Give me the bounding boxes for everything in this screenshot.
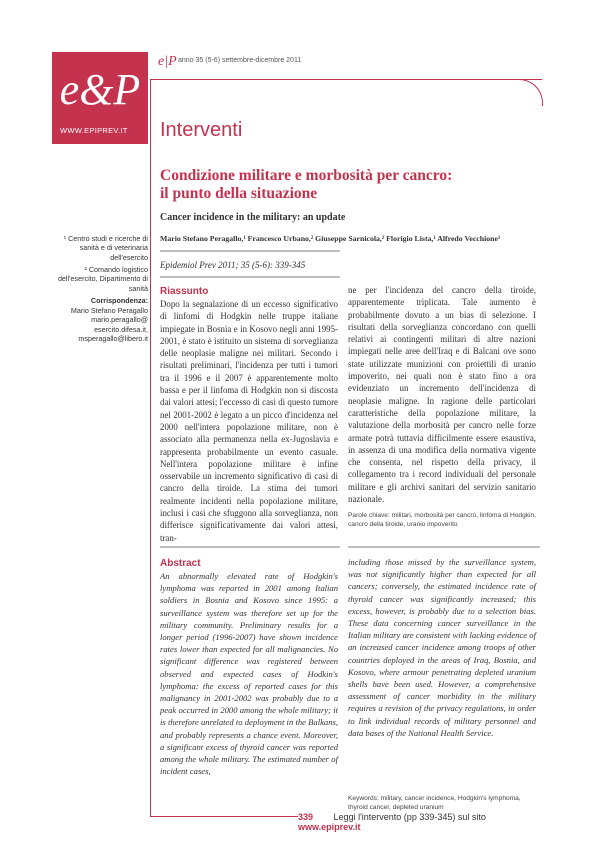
page-number: 339 [298,812,314,822]
logo-text: e&P [59,65,141,114]
issue-info: anno 35 (5-6) settembre-dicembre 2011 [178,57,302,64]
affiliation-1: ¹ Centro studi e ricerche di sanità e di veterinaria dell'esercito [63,234,148,262]
title-line-1: Condizione militare e morbosità per cancro: [160,167,453,184]
rule [160,276,340,278]
frame-corner [516,79,543,106]
small-journal-logo: e|P [158,54,177,69]
title-line-2: il punto della situazione [160,185,318,202]
article-title [160,167,540,203]
citation: Epidemiol Prev 2011; 35 (5-6): 339-345 [160,260,306,270]
frame-top-border [150,79,542,80]
riassunto-column-right: ne per l'incidenza del cancro della tiroide, apparentemente triplicata. Tale aumento è probabilmente dovuto a un bias di selezione. I risultati della sorveglianza concordano con quelli relativi ai contingenti militari di altre nazioni impiegati nelle aree dell'Iraq e di Balcani ove sono state utilizzate munizioni con proiettili di uranio impoverito, nei quali non è stato fino a ora evidenziato un incremento dell'incidenza di neoplasie maligne. In ragione delle particolari caratteristiche della popolazione militare, la valutazione della morbosità per cancro nelle forze armate potrà tuttavia difficilmente essere esaustiva, in assenza di una modifica della normativa vigente che consenta, nel rispetto della privacy, il collegamento tra i record individuali del personale militare e gli archivi sanitari del servizio sanitario nazionale. [348,285,536,505]
footer-text: Leggi l'intervento (pp 339-345) sul sito [333,812,486,822]
riassunto-column-left: Dopo la segnalazione di un eccesso significativo di linfomi di Hodgkin nelle truppe italiane impiegate in Bosnia e in Kosovo negli anni 1995-2001, è stato è istituito un sistema di sorveglianza delle neoplasie maligne nei militari. Secondo i risultati preliminari, l'incidenza per tutti i tumori tra il 1996 e il 2007 è apparentemente molto bassa e per il linfoma di Hodgkin non si discosta dai valori attesi; l'eccesso di casi di questo tumore nel 2001-2002 è legato a un picco d'incidenza nel 2000 nell'intera popolazione militare, non è associato alla permanenza nella ex-Jugoslavia e rappresenta probabilmente un evento casuale. Nell'intera popolazione militare è infine osservabile un incremento significativo di casi di cancro della tiroide. La stima dei tumori realmente incidenti nella popolazione militare, inclusi i casi che sfuggono alla sorveglianza, non differisce significativamente dai valori attesi, tran- [160,299,338,543]
site-url[interactable]: WWW.EPIPREV.IT [60,126,128,135]
correspondence-label: Corrispondenza: [90,296,148,305]
page-footer [298,812,542,832]
abstract-heading: Abstract [160,558,201,569]
rule [348,546,540,548]
section-title: Interventi [160,119,243,141]
riassunto-keywords: Parole chiave: militari, morbosità per cancro, linfoma di Hodgkin, cancro della tiroide, uranio impoverito [348,512,537,528]
footer-site-link[interactable]: www.epiprev.it [298,822,361,832]
affiliation-2: ² Comando logistico dell'esercito, Dipartimento di sanità [57,265,148,293]
author-list: Mario Stefano Peragallo,¹ Francesco Urbano,² Giuseppe Sarnicola,² Florigio Lista,¹ Alfredo Vecchione¹ [160,234,501,243]
rule [160,250,340,252]
abstract-column-left: An abnormally elevated rate of Hodgkin's lymphoma was reported in 2001 among Italian soldiers in Bosnia and Kosovo since 1995: a surveillance system was therefore set up for the military community. Preliminary results for a longer period (1996-2007) have shown incidence rates lower than expected for all malignancies. No significant difference was registered between observed and expected cases of Hodkin's lymphoma: the excess of reported cases for this malignancy in 2001-2002 was probably due to a peak occurred in 2000 among the whole military; it is therefore unrelated to deployment in the Balkans, and probably represents a chance event. Moreover, a significant excess of thyroid cancer was reported among the whole military. The estimated number of incident cases, [160,571,338,777]
journal-logo-icon [52,58,148,120]
article-subtitle: Cancer incidence in the military: an update [160,212,346,223]
rule [160,546,340,548]
riassunto-heading: Riassunto [160,286,209,297]
abstract-column-right: including those missed by the surveillance system, was not significantly higher than expected for all cancers; conversely, the estimated incidence rate of thyroid cancer was significantly increased; this excess, however, is probably due to a selection bias. These data concerning cancer surveillance in the Italian military are consistent with lacking evidence of an increased cancer incidence among troops of other countries deployed in the areas of Iraq, Bosnia, and Kosovo, where armour penetrating depleted uranium shells have been used. However, a comprehensive assessment of cancer morbidity in the military requires a revision of the privacy regulations, in order to link individual records of military personnel and data bases of the National Health Service. [348,557,536,738]
frame-left-border [150,79,151,817]
correspondence-text: Mario Stefano Peragallo mario.peragallo@ esercito.difesa.it, msperagallo@libero.it [70,306,148,344]
abstract-keywords: Keywords: military, cancer incidence, Hodgkin's lymphoma, thyroid cancer, depleted uranium [348,795,521,811]
